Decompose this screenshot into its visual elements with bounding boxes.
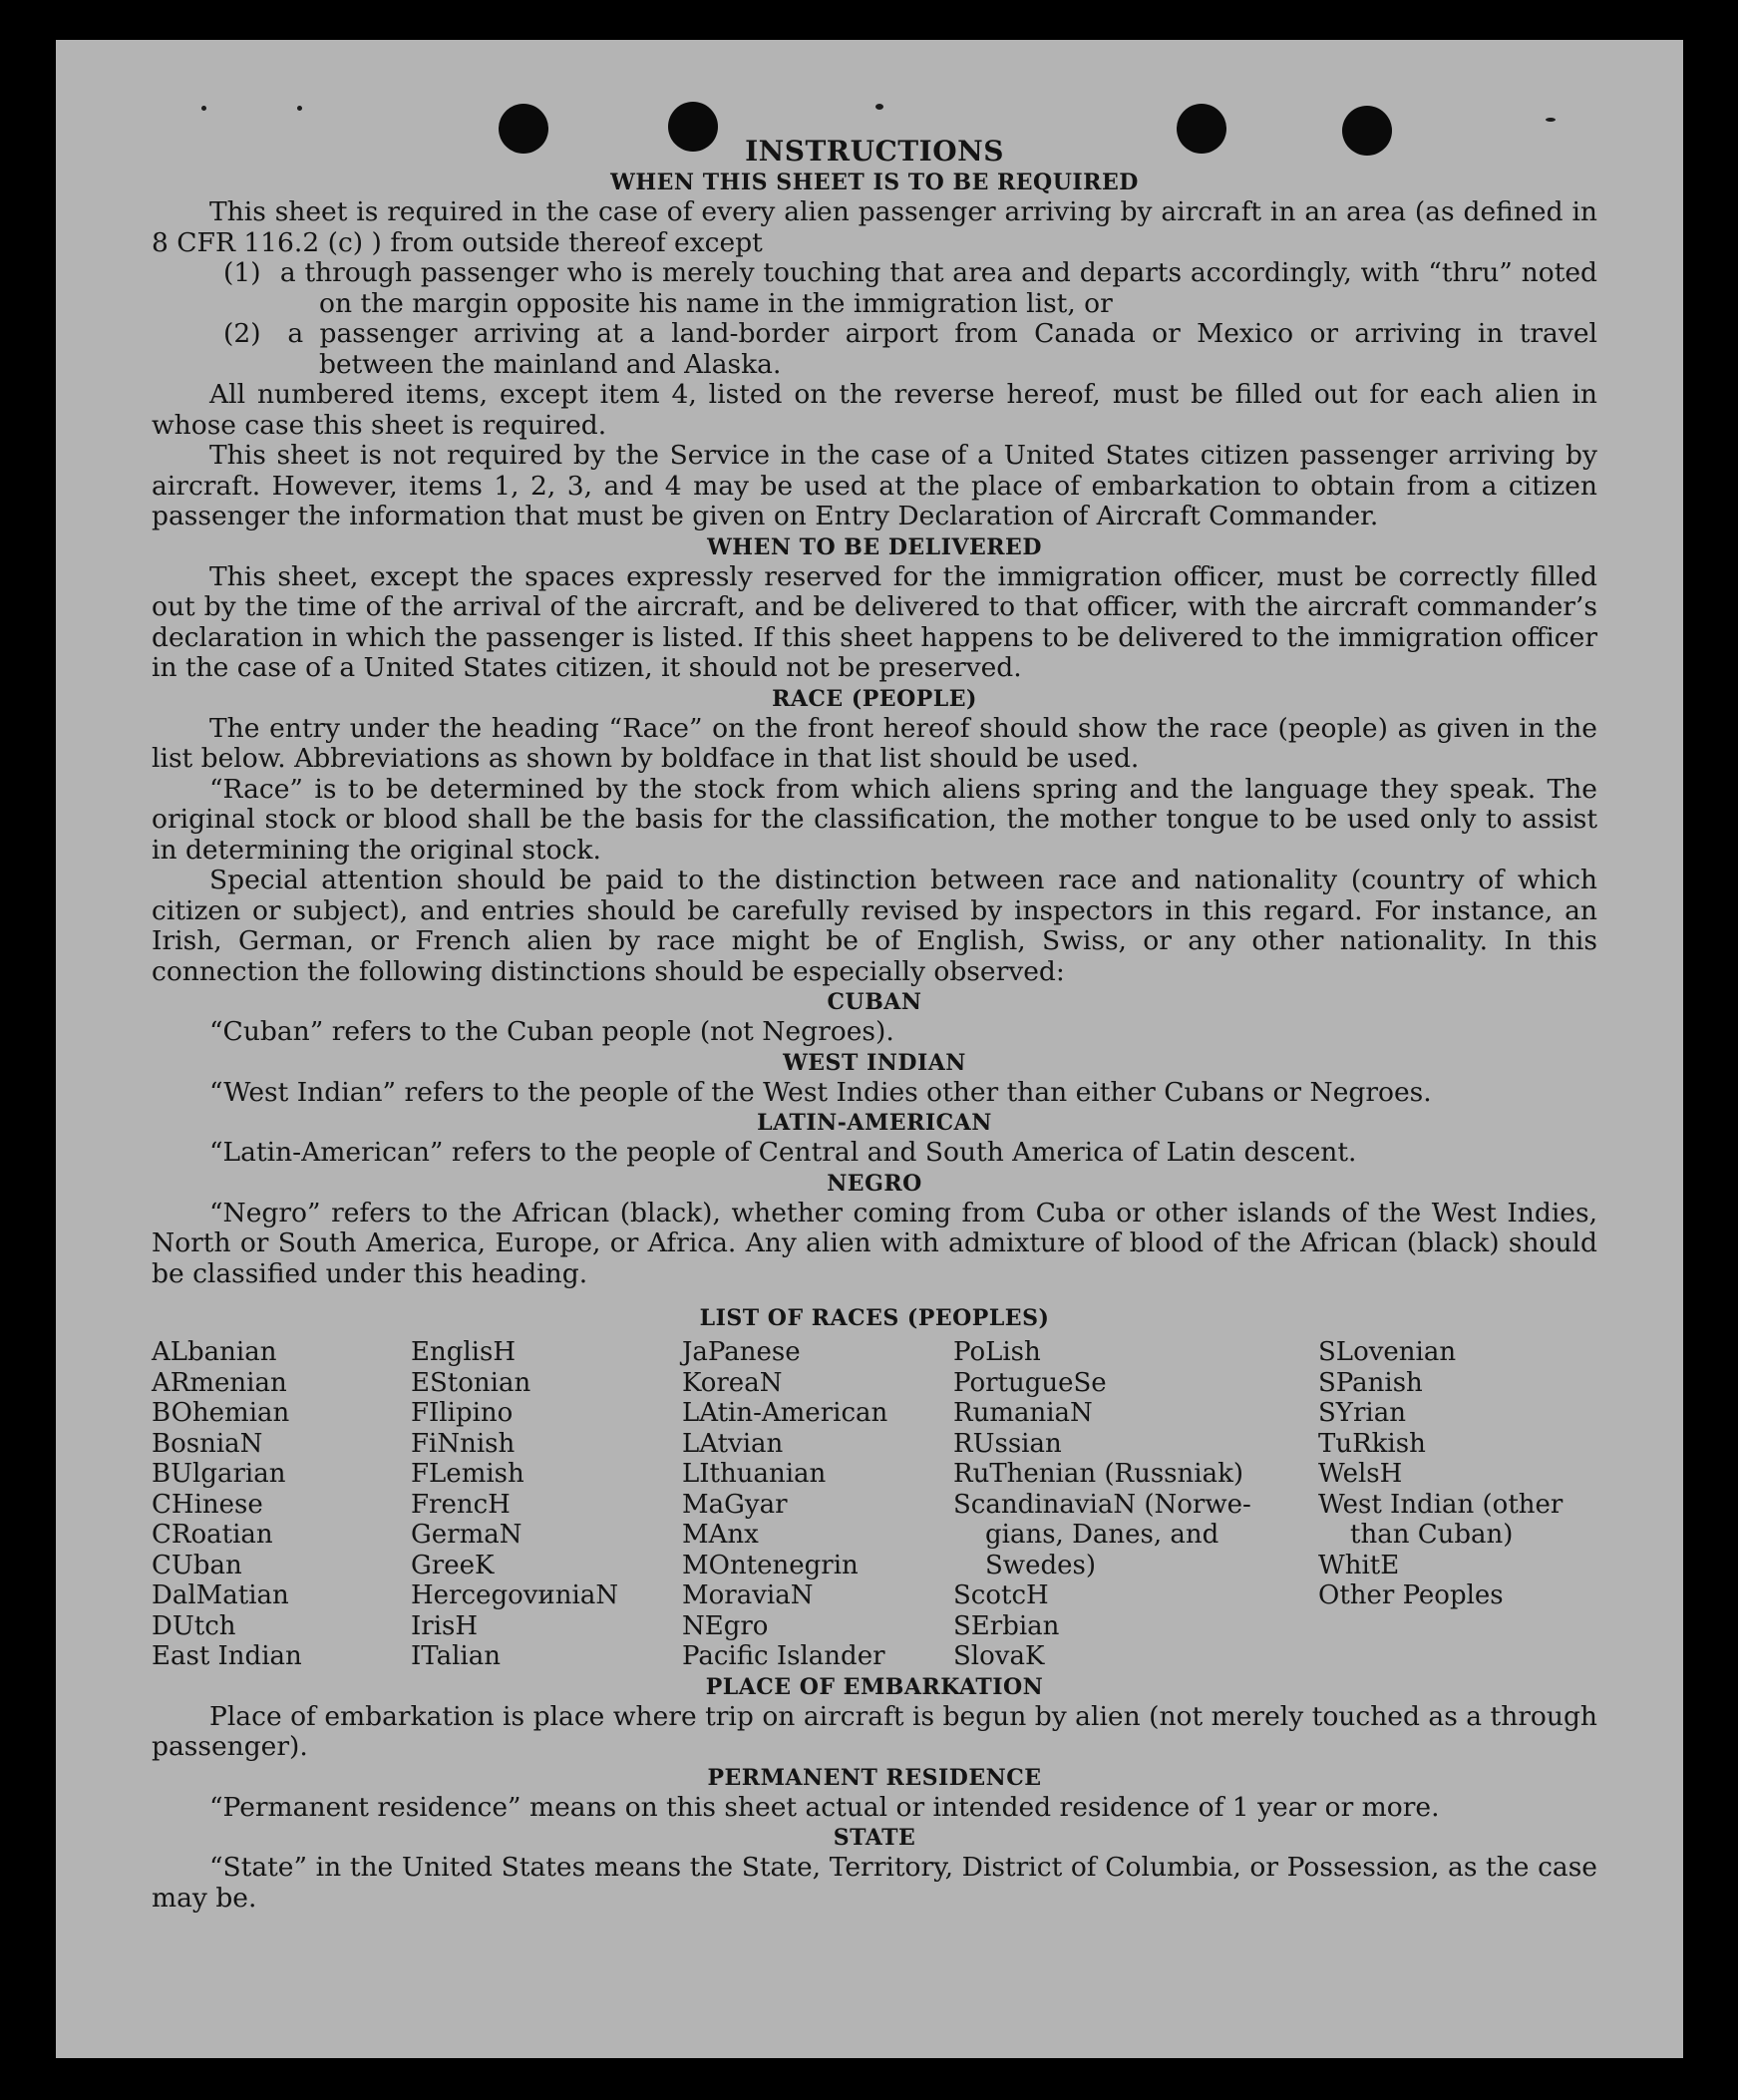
clause-1 (223, 257, 1597, 319)
paragraph: All numbered items, except item 4, listed on the reverse hereof, must be filled out for each alien in whose case this sheet is required. (152, 379, 1597, 441)
speck (1546, 118, 1556, 122)
race-item: RUssian (953, 1428, 1062, 1459)
paragraph: “Permanent residence” means on this sheet actual or intended residence of 1 year or more. (209, 1791, 1440, 1823)
race-item: BosniaN (152, 1428, 263, 1459)
race-column (682, 1337, 953, 1672)
race-item: DUtch (152, 1610, 236, 1641)
race-item: CUban (152, 1550, 242, 1580)
race-item: WelsH (1318, 1459, 1403, 1489)
section-heading-embarkation: PLACE OF EMBARKATION (705, 1673, 1044, 1700)
race-item: ARmenian (152, 1367, 287, 1398)
paragraph: “Latin-American” refers to the people of Central and South America of Latin descent. (209, 1137, 1357, 1168)
section-heading-latin-american: LATIN-AMERICAN (757, 1110, 992, 1136)
race-item: ScandinaviaN (Norwe- (953, 1489, 1251, 1520)
race-item: Pacific Islander (682, 1641, 885, 1671)
race-list (152, 1337, 1597, 1672)
paragraph: Special attention should be paid to the distinction between race and nationality (country of which citizen or subject), and entries should be carefully revised by inspectors in this regard. For instance, an Irish, German, or French alien by race might be of English, Swiss, or any other nationality. In this connection the following distinctions should be especially observed: (152, 865, 1597, 987)
race-column (953, 1337, 1318, 1672)
race-item: gians, Danes, and (985, 1520, 1219, 1550)
race-item: NEgro (682, 1610, 769, 1641)
race-item: SLovenian (1318, 1337, 1457, 1367)
race-item: ITalian (411, 1641, 501, 1671)
clause-2 (223, 318, 1597, 380)
race-item: CHinese (152, 1489, 263, 1520)
paragraph: The entry under the heading “Race” on the front hereof should show the race (people) as given in the list below. Abbreviations as shown by boldface in that list should be used. (152, 712, 1597, 774)
race-item: DalMatian (152, 1580, 289, 1610)
race-item: ALbanian (152, 1337, 277, 1367)
race-item: Other Peoples (1318, 1580, 1504, 1610)
race-item: BOhemian (152, 1398, 290, 1428)
race-item: MoraviaN (682, 1580, 814, 1610)
instructions-content (152, 136, 1597, 1914)
clause-text: a passenger arriving at a land-border airport from Canada or Mexico or arriving in travel between the mainland and Alaska. (287, 318, 1597, 380)
paragraph: “West Indian” refers to the people of the West Indies other than either Cubans or Negroes. (209, 1076, 1432, 1108)
race-item: IrisH (411, 1610, 479, 1641)
race-item: MOntenegrin (682, 1550, 859, 1580)
race-item: GermaN (411, 1520, 522, 1550)
section-heading-residence: PERMANENT RESIDENCE (707, 1764, 1042, 1791)
section-heading-delivered: WHEN TO BE DELIVERED (707, 533, 1042, 560)
race-item: FLemish (411, 1459, 524, 1489)
race-item: East Indian (152, 1641, 302, 1671)
race-item: WhitE (1318, 1550, 1400, 1580)
race-item: HercegovиniaN (411, 1580, 619, 1610)
race-column (152, 1337, 411, 1672)
paragraph: “Cuban” refers to the Cuban people (not Negroes). (209, 1016, 894, 1047)
race-item: RumaniaN (953, 1398, 1093, 1428)
race-item: MAnx (682, 1520, 759, 1550)
race-item: LAtvian (682, 1428, 784, 1459)
speck (875, 104, 883, 110)
paragraph: This sheet, except the spaces expressly reserved for the immigration officer, must be correctly filled out by the time of the arrival of the aircraft, and be delivered to that officer, with the aircraft commander’s declaration in which the passenger is listed. If this sheet happens to be delivered to the immigration officer in the case of a United States citizen, it should not be preserved. (152, 560, 1597, 683)
paragraph: This sheet is required in the case of every alien passenger arriving by aircraft in an area (as defined in 8 CFR 116.2 (c) ) from outside thereof except (152, 196, 1597, 258)
race-item: SlovaK (953, 1641, 1045, 1671)
section-heading-west-indian: WEST INDIAN (783, 1049, 966, 1076)
race-item: than Cuban) (1350, 1520, 1514, 1550)
race-item: EStonian (411, 1367, 531, 1398)
paragraph: This sheet is not required by the Service in the case of a United States citizen passenger arriving by aircraft. However, items 1, 2, 3, and 4 may be used at the place of embarkation to obtain from a citizen passenger the information that must be given on Entry Declaration of Aircraft Commander. (152, 440, 1597, 531)
race-item: SErbian (953, 1610, 1060, 1641)
race-item: FiNnish (411, 1428, 516, 1459)
clause-number: (2) (223, 318, 261, 349)
document-sheet (56, 40, 1683, 2058)
race-item: PoLish (953, 1337, 1041, 1367)
section-heading-list-of-races: LIST OF RACES (PEOPLES) (699, 1305, 1050, 1331)
race-item: West Indian (other (1318, 1489, 1564, 1520)
paragraph: “Negro” refers to the African (black), whether coming from Cuba or other islands of the West Indies, North or South America, Europe, or Africa. Any alien with admixture of blood of the African (black) should be classified under this heading. (152, 1197, 1597, 1289)
race-item: TuRkish (1318, 1428, 1426, 1459)
section-heading-state: STATE (833, 1825, 916, 1851)
speck (201, 106, 206, 111)
race-item: Swedes) (985, 1550, 1096, 1580)
race-item: CRoatian (152, 1520, 273, 1550)
page-title: INSTRUCTIONS (745, 135, 1004, 168)
race-item: KoreaN (682, 1367, 783, 1398)
section-heading-cuban: CUBAN (827, 989, 922, 1015)
race-item: BUlgarian (152, 1459, 286, 1489)
section-heading-required: WHEN THIS SHEET IS TO BE REQUIRED (610, 170, 1139, 195)
race-item: FIlipino (411, 1398, 514, 1428)
race-item: MaGyar (682, 1489, 788, 1520)
clause-number: (1) (223, 257, 261, 288)
race-item: GreeK (411, 1550, 495, 1580)
race-item: RuThenian (Russniak) (953, 1459, 1243, 1489)
race-column (1318, 1337, 1597, 1672)
race-item: ScotcH (953, 1580, 1049, 1610)
race-item: JaPanese (682, 1337, 801, 1367)
clause-text: a through passenger who is merely touching that area and departs accordingly, with “thru” noted on the margin opposite his name in the immigration list, or (279, 257, 1597, 319)
race-item: FrencH (411, 1489, 511, 1520)
section-heading-negro: NEGRO (827, 1170, 922, 1197)
race-item: LAtin-American (682, 1398, 888, 1428)
paragraph: Place of embarkation is place where trip on aircraft is begun by alien (not merely touched as a through passenger). (152, 1700, 1597, 1762)
paragraph: “Race” is to be determined by the stock from which aliens spring and the language they speak. The original stock or blood shall be the basis for the classification, the mother tongue to be used only to assist in determining the original stock. (152, 773, 1597, 866)
race-item: SYrian (1318, 1398, 1406, 1428)
race-column (411, 1337, 682, 1672)
race-item: PortugueSe (953, 1367, 1107, 1398)
race-item: SPanish (1318, 1367, 1423, 1398)
section-heading-race: RACE (PEOPLE) (772, 685, 977, 712)
paragraph: “State” in the United States means the State, Territory, District of Columbia, or Possession, as the case may be. (152, 1852, 1597, 1914)
race-item: EnglisH (411, 1337, 517, 1367)
race-item: LIthuanian (682, 1459, 827, 1489)
speck (297, 106, 302, 111)
